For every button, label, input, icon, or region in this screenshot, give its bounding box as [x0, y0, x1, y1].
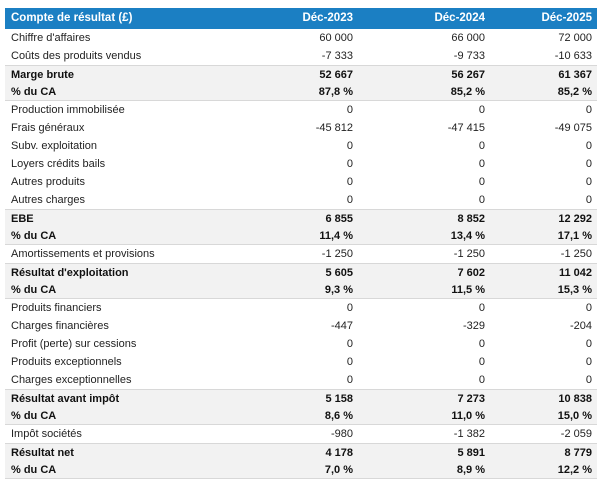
row-value: 7,0 % [324, 463, 353, 476]
row-label: Amortissements et provisions [11, 248, 155, 260]
row-value: 0 [585, 104, 592, 116]
row-value: 0 [346, 338, 353, 350]
row-label: Produits exceptionnels [11, 356, 122, 368]
table-body [5, 29, 597, 479]
row-value: 0 [585, 194, 592, 206]
row-value: 0 [478, 374, 485, 386]
row-value: 13,4 % [450, 229, 485, 242]
table-row [5, 317, 597, 335]
table-row [5, 47, 597, 65]
table-row [5, 281, 597, 299]
row-value: 0 [478, 176, 485, 188]
row-value: 0 [478, 338, 485, 350]
row-value: 0 [478, 194, 485, 206]
income-statement-table [5, 8, 597, 479]
row-value: 8 779 [564, 446, 592, 459]
row-value: 0 [346, 176, 353, 188]
row-value: 0 [346, 140, 353, 152]
row-label: % du CA [11, 283, 57, 296]
row-value: -447 [330, 320, 353, 332]
row-value: 15,3 % [557, 283, 592, 296]
row-label: Chiffre d'affaires [11, 32, 91, 44]
row-label: Résultat d'exploitation [11, 266, 129, 279]
row-value: -9 733 [453, 50, 485, 62]
table-header-row [5, 8, 597, 29]
row-value: -47 415 [447, 122, 485, 134]
table-row [5, 443, 597, 461]
row-value: -204 [569, 320, 592, 332]
table-row [5, 263, 597, 281]
table-row [5, 191, 597, 209]
row-value: 0 [585, 158, 592, 170]
row-value: 0 [585, 356, 592, 368]
row-value: 85,2 % [557, 85, 592, 98]
row-value: 8 852 [457, 212, 485, 225]
row-label: Marge brute [11, 68, 74, 81]
table-title: Compte de résultat (£) [11, 12, 133, 24]
table-row [5, 209, 597, 227]
row-value: 8,6 % [324, 409, 353, 422]
table-row [5, 389, 597, 407]
row-label: Profit (perte) sur cessions [11, 338, 137, 350]
row-value: 0 [346, 194, 353, 206]
table-row [5, 101, 597, 119]
column-header-2: Déc-2024 [434, 12, 485, 24]
table-row [5, 65, 597, 83]
row-value: 11 042 [558, 266, 592, 279]
row-label: Impôt sociétés [11, 428, 82, 440]
row-label: Charges exceptionnelles [11, 374, 132, 386]
row-value: 0 [478, 104, 485, 116]
row-value: -2 059 [560, 428, 592, 440]
row-value: -49 075 [554, 122, 592, 134]
row-value: 60 000 [319, 32, 353, 44]
row-label: Résultat net [11, 446, 74, 459]
row-label: Loyers crédits bails [11, 158, 106, 170]
row-value: 5 605 [325, 266, 353, 279]
row-value: -1 250 [453, 248, 485, 260]
table-row [5, 155, 597, 173]
table-row [5, 371, 597, 389]
row-value: 0 [585, 374, 592, 386]
row-value: 72 000 [558, 32, 592, 44]
row-value: 5 891 [457, 446, 485, 459]
table-row [5, 173, 597, 191]
table-row [5, 425, 597, 443]
column-header-3: Déc-2025 [541, 12, 592, 24]
row-value: -10 633 [554, 50, 592, 62]
column-header-1: Déc-2023 [302, 12, 353, 24]
row-value: 11,0 % [451, 409, 485, 422]
row-value: 0 [478, 302, 485, 314]
row-value: 11,4 % [319, 229, 353, 242]
row-label: % du CA [11, 229, 57, 242]
row-value: 17,1 % [557, 229, 592, 242]
row-label: % du CA [11, 463, 57, 476]
row-label: Subv. exploitation [11, 140, 98, 152]
row-label: EBE [11, 212, 34, 225]
table-row [5, 119, 597, 137]
table-row [5, 137, 597, 155]
row-value: 7 273 [457, 392, 485, 405]
row-label: Charges financières [11, 320, 109, 332]
row-label: % du CA [11, 409, 57, 422]
table-row [5, 335, 597, 353]
row-value: 7 602 [457, 266, 485, 279]
row-value: 12 292 [558, 212, 592, 225]
row-value: 0 [585, 176, 592, 188]
row-label: Frais généraux [11, 122, 85, 134]
row-value: 0 [346, 356, 353, 368]
row-label: Autres produits [11, 176, 85, 188]
row-value: 5 158 [325, 392, 353, 405]
table-row [5, 461, 597, 479]
row-value: 0 [585, 140, 592, 152]
row-label: Autres charges [11, 194, 85, 206]
table-row [5, 83, 597, 101]
row-label: Résultat avant impôt [11, 392, 120, 405]
row-value: 0 [346, 302, 353, 314]
table-row [5, 407, 597, 425]
row-value: 10 838 [558, 392, 592, 405]
row-value: 0 [346, 158, 353, 170]
row-value: 6 855 [325, 212, 353, 225]
row-value: 4 178 [325, 446, 353, 459]
table-row [5, 353, 597, 371]
row-label: Produits financiers [11, 302, 102, 314]
row-value: 56 267 [451, 68, 485, 81]
table-row [5, 29, 597, 47]
row-value: 0 [478, 356, 485, 368]
row-value: 0 [478, 158, 485, 170]
row-value: 52 667 [319, 68, 353, 81]
table-row [5, 299, 597, 317]
row-value: 15,0 % [557, 409, 592, 422]
row-value: 9,3 % [324, 283, 353, 296]
row-label: Coûts des produits vendus [11, 50, 142, 62]
row-value: 61 367 [558, 68, 592, 81]
row-value: 87,8 % [318, 85, 353, 98]
row-value: -980 [330, 428, 353, 440]
row-value: -1 382 [453, 428, 485, 440]
row-value: 0 [346, 104, 353, 116]
table-row [5, 227, 597, 245]
row-value: 11,5 % [451, 283, 485, 296]
row-value: -1 250 [321, 248, 353, 260]
row-value: 66 000 [451, 32, 485, 44]
row-value: 12,2 % [557, 463, 592, 476]
row-value: 0 [585, 338, 592, 350]
row-value: 0 [346, 374, 353, 386]
row-value: 85,2 % [450, 85, 485, 98]
row-value: -7 333 [321, 50, 353, 62]
row-value: -45 812 [315, 122, 353, 134]
row-value: 0 [585, 302, 592, 314]
row-value: 0 [478, 140, 485, 152]
row-label: Production immobilisée [11, 104, 125, 116]
table-row [5, 245, 597, 263]
row-value: -1 250 [560, 248, 592, 260]
row-value: 8,9 % [456, 463, 485, 476]
row-value: -329 [462, 320, 485, 332]
row-label: % du CA [11, 85, 57, 98]
